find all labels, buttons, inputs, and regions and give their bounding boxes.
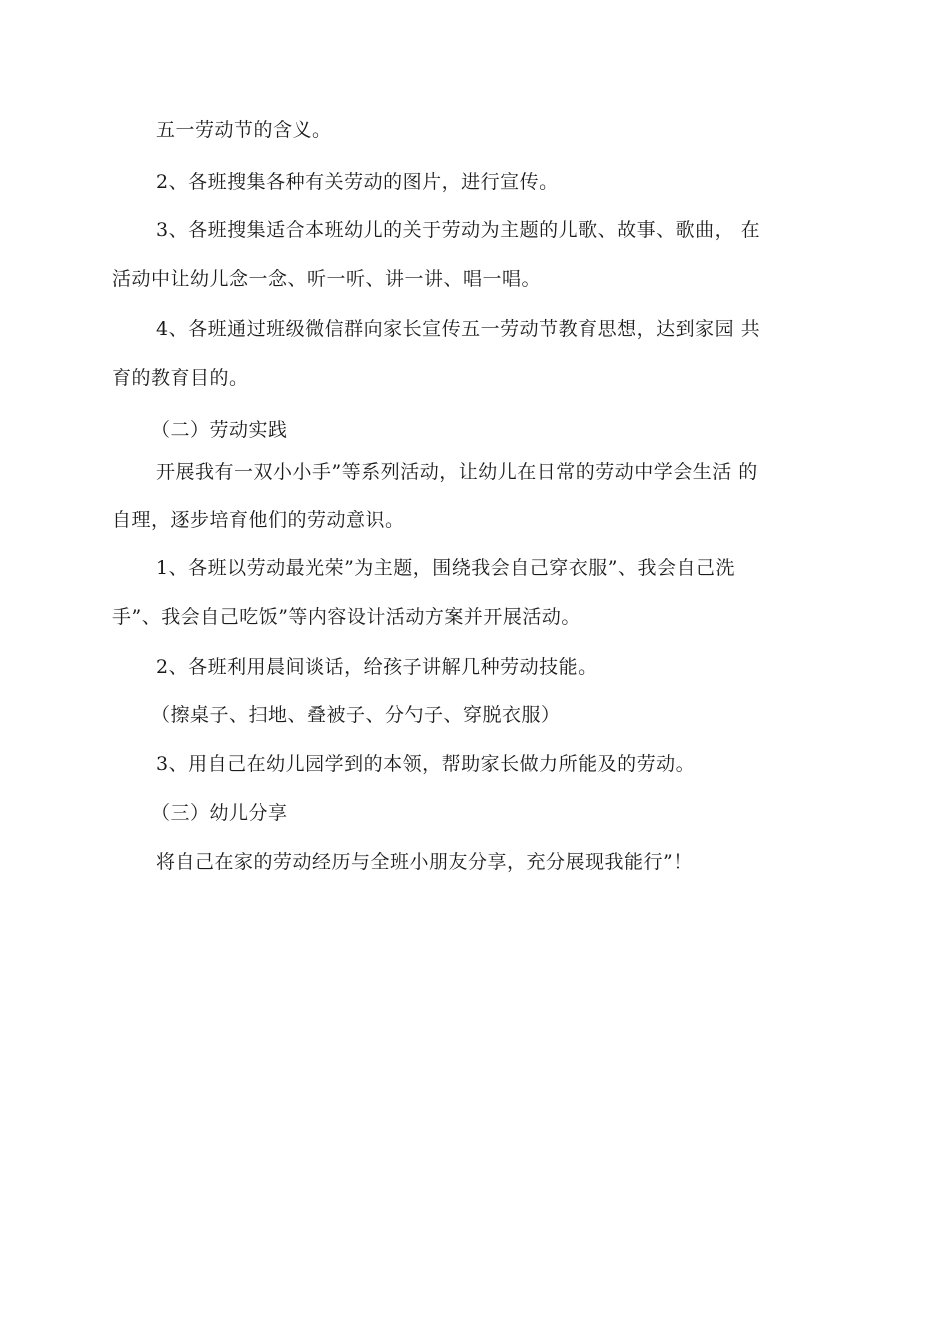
section-heading: （二）劳动实践 [151, 419, 288, 441]
paragraph-line: 将自己在家的劳动经历与全班小朋友分享，充分展现我能行”！ [156, 851, 693, 873]
paragraph-line: 手”、我会自己吃饭”等内容设计活动方案并开展活动。 [112, 606, 581, 628]
paragraph-line: 3、用自己在幼儿园学到的本领，帮助家长做力所能及的劳动。 [156, 753, 696, 775]
paragraph-line: 2、各班利用晨间谈话，给孩子讲解几种劳动技能。 [156, 656, 598, 678]
paragraph-line: （擦桌子、扫地、叠被子、分勺子、穿脱衣服） [151, 704, 561, 726]
paragraph-line: 1、各班以劳动最光荣”为主题，围绕我会自己穿衣服”、我会自己洗 [156, 557, 736, 579]
paragraph-line: 开展我有一双小小手”等系列活动，让幼儿在日常的劳动中学会生活 的 [156, 461, 758, 483]
section-heading: （三）幼儿分享 [151, 802, 288, 824]
paragraph-line: 4、各班通过班级微信群向家长宣传五一劳动节教育思想，达到家园 共 [156, 318, 761, 340]
paragraph-line: 2、各班搜集各种有关劳动的图片，进行宣传。 [156, 171, 559, 193]
paragraph-line: 五一劳动节的含义。 [156, 119, 332, 141]
paragraph-line: 育的教育目的。 [112, 367, 249, 389]
paragraph-line: 3、各班搜集适合本班幼儿的关于劳动为主题的儿歌、故事、歌曲， 在 [156, 219, 761, 241]
paragraph-line: 自理，逐步培育他们的劳动意识。 [112, 509, 405, 531]
paragraph-line: 活动中让幼儿念一念、听一听、讲一讲、唱一唱。 [112, 268, 542, 290]
